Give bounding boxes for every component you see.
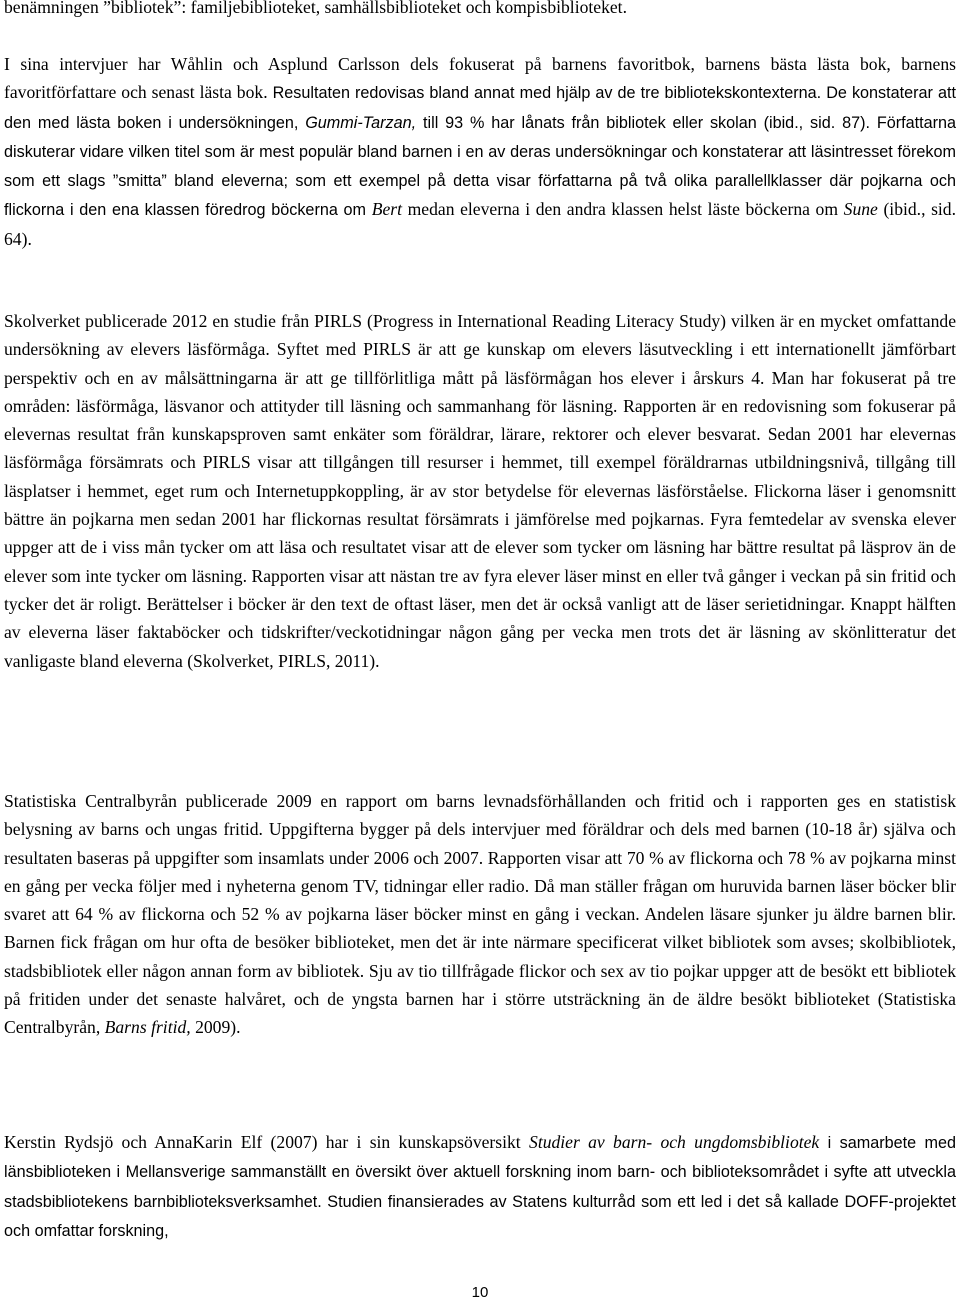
page-number: 10 [471, 1284, 489, 1301]
text-run: I sina intervjuer har Wåhlin och Asplund Carlsson dels fokuserat på barnens favoritbok, barnens bästa lästa bok, barnens favoritförfattare och senast lästa bok. [4, 54, 956, 103]
paragraph-pirls [4, 307, 956, 675]
text-run: i samarbete med länsbiblioteken i Mellansverige sammanställt en översikt över aktuell forskning inom barn- och biblioteksområdet i syfte att utveckla stadsbibliotekens barnbiblioteksverksamhet. Studien finansierades av Statens kulturråd som ett led i det så kallade DOFF-projektet och omfattar forskning, [4, 1134, 957, 1240]
text-run: Statistiska Centralbyrån publicerade 2009 en rapport om barns levnadsförhållanden och fritid och i rapporten ges en statistisk belysning av barns och ungas fritid. [4, 791, 956, 840]
text-run: till 93 % har lånats från bibliotek eller skolan (ibid., sid. 87). Författarna diskuterar vidare vilken titel som är mest populär bland barnen i en av deras undersökningar och konstaterar att läsintresset förekom som ett slags ”smitta” bland eleverna; som ett exempel på detta visar författarna på två olika parallellklasser där pojkarna och flickorna i den ena klassen föredrog böckerna om [4, 113, 956, 220]
text-run: medan eleverna i den andra klassen helst läste böckerna om [402, 199, 844, 220]
text-run: Skolverket publicerade 2012 en studie från PIRLS (Progress in International Reading Literacy Study) vilken är en mycket omfattande undersökning av elevers läsförmåga. [4, 311, 956, 360]
text-run: Uppgifterna bygger på dels intervjuer med föräldrar och dels med barnen (10-18 år) själva och resultaten baseras på uppgifter som insamlats under 2006 och 2007. Rapporten visar att 70 % av flickorna och 78 % av pojkarna minst en gång per vecka följer med i nyheterna genom TV, tidningar eller radio. Då man ställer frågan om huruvida barnen läser böcker blir svaret att 64 % av flickorna och 52 % av pojkarna läser böcker minst en gång i veckan. Andelen läsare sjunker ju äldre barnen blir. Barnen fick frågan om hur ofta de besöker biblioteket, men det är inte närmare specificerat vilket bibliotek som avses; skolbibliotek, stadsbibliotek eller någon annan form av bibliotek. Sju av tio tillfrågade flickor och sex av tio pojkar uppger att de besökt ett bibliotek på fritiden under det senaste halvåret, och de yngsta barnen har i större utsträckning än de äldre besökt biblioteket (Statistiska Centralbyrån, [4, 819, 956, 1038]
paragraph-library-contexts [4, 0, 956, 21]
book-title-bert: Bert [371, 199, 403, 220]
text-run: Syftet med PIRLS är att ge kunskap om elevers läsutveckling i ett internationellt jämförbart perspektiv och en av målsättningarna är att ge tillförlitliga mått på läsförmågan hos elever i årskurs 4. Man har fokuserat på tre områden: läsförmåga, läsvanor och attityder till läsning och sammanhang för läsning. Rapporten är en redovisning som fokuserar på elevernas resultat från kunskapsproven samt enkäter som föräldrar, lärare, rektorer och elever besvarat. Sedan 2001 har elevernas läsförmåga försämrats och PIRLS visar att tillgången till resurser i hemmet, till exempel föräldrarnas utbildningsnivå, tillgång till läsplatser i hemmet, eget rum och Internetuppkoppling, är av stor betydelse för elevernas läsförståelse. Flickorna läser i genomsnitt bättre än pojkarna men sedan 2001 har flickornas resultat försämrats i jämförelse med pojkarnas. Fyra femtedelar av svenska elever uppger att de i viss mån tycker om att läsa och resultatet visar att de elever som tycker om läsning har bättre resultat på läsprov än de elever som inte tycker om läsning. Rapporten visar att nästan tre av fyra elever läser minst en eller två gånger i veckan på sin fritid och tycker det är roligt. Berättelser i böcker är den text de oftast läser, men det är också vanligt att de läser serietidningar. Knappt hälften av eleverna läser faktaböcker och tidskrifter/veckotidningar någon gång per vecka men trots det är läsning av skönlitteratur det vanligaste bland eleverna (Skolverket, PIRLS, 2011). [4, 339, 956, 671]
book-title-sune: Sune [843, 199, 878, 220]
report-title-barns-fritid: Barns fritid, [104, 1017, 191, 1038]
book-title-gummi-tarzan: Gummi-Tarzan, [305, 113, 417, 132]
text-run: Kerstin Rydsjö och AnnaKarin Elf (2007) har i sin kunskapsöversikt [4, 1132, 530, 1152]
text-run: Resultaten redovisas bland annat med hjälp av de tre bibliotekskontexterna. De konstaterar att den med lästa boken i undersökningen, [4, 84, 956, 132]
text-run: (ibid., sid. 64). [4, 199, 956, 249]
text-run: benämningen ”bibliotek”: familjebiblioteket, samhällsbiblioteket och kompisbiblioteket. [4, 0, 627, 17]
text-run: 2009). [190, 1017, 241, 1038]
book-title-studier: Studier av barn- och ungdomsbibliotek [529, 1132, 820, 1152]
paragraph-scb [4, 787, 956, 1042]
paragraph-wahlin-asplund [4, 50, 956, 253]
paragraph-rydsjo-elf [4, 1128, 956, 1245]
